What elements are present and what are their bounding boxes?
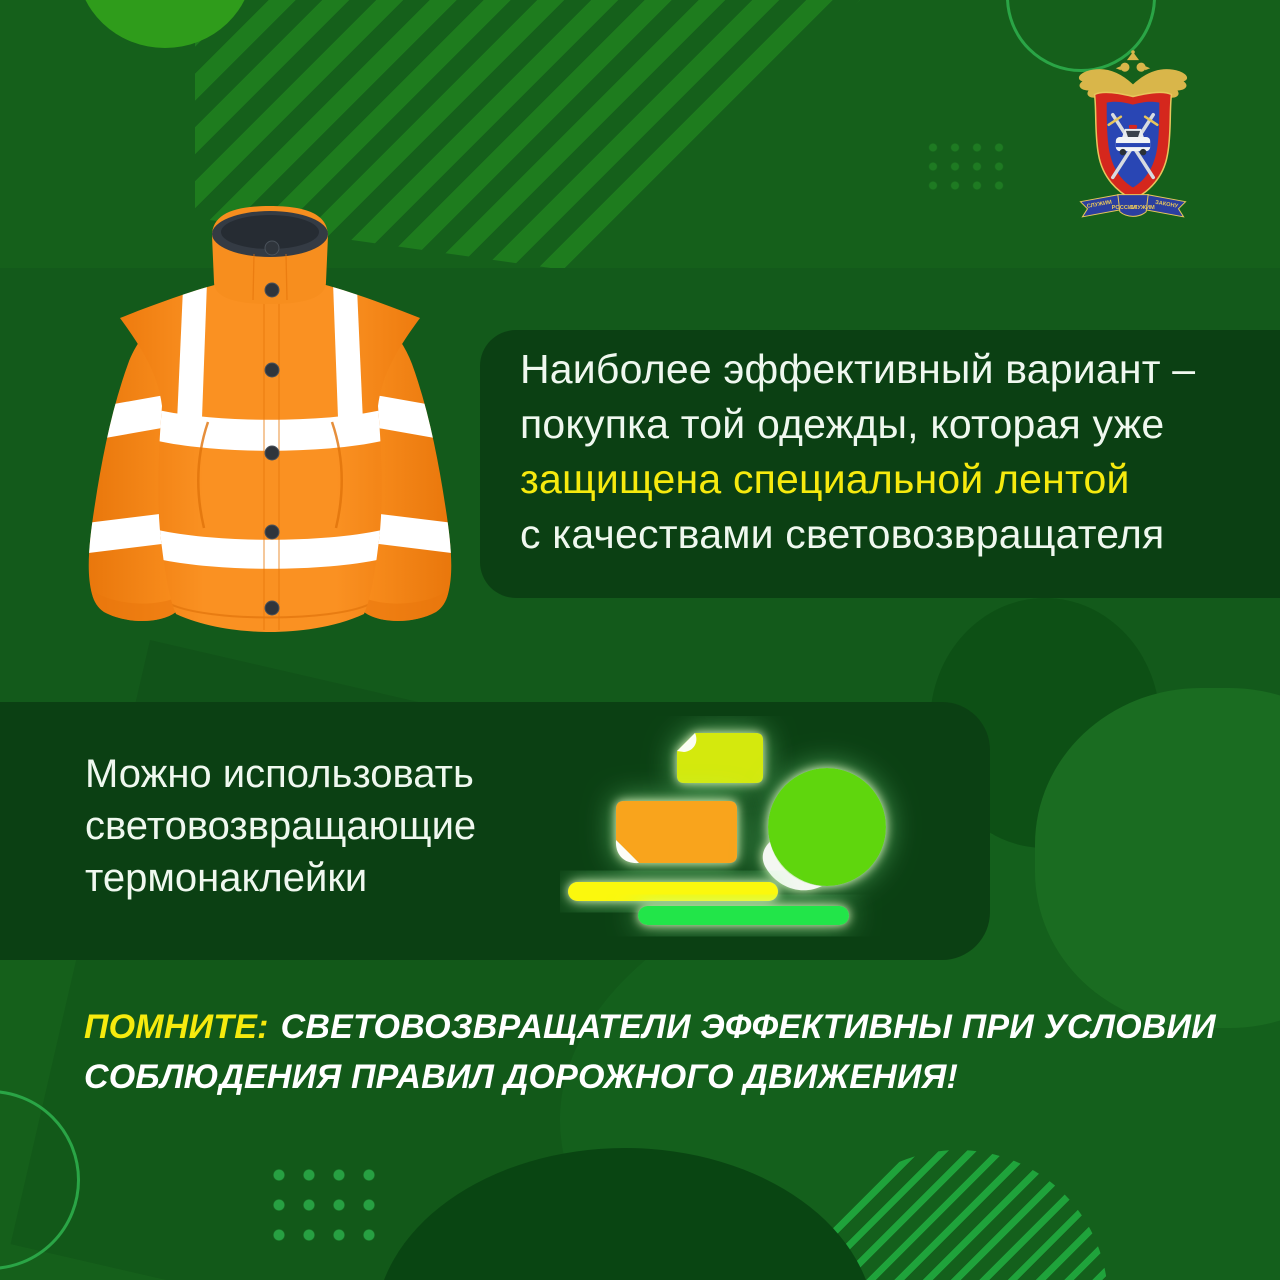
yellow-strip-sticker — [568, 882, 778, 901]
emblem-ribbon — [1080, 195, 1185, 217]
main-paragraph — [520, 342, 1195, 562]
footer-line-1-rest: СВЕТОВОЗВРАЩАТЕЛИ ЭФФЕКТИВНЫ ПРИ УСЛОВИИ — [280, 1008, 1216, 1046]
sticker-line-1: Можно использовать — [85, 752, 474, 796]
svg-text:ЗАКОНУ: ЗАКОНУ — [1154, 199, 1179, 210]
svg-text:РОССИИ: РОССИИ — [1111, 204, 1137, 211]
footer-line-1 — [84, 1002, 1216, 1052]
svg-text:СЛУЖИМ: СЛУЖИМ — [1129, 204, 1155, 211]
main-line-4: с качествами световозвращателя — [520, 511, 1165, 557]
green-strip-sticker — [638, 906, 849, 925]
traffic-police-emblem — [1072, 50, 1194, 230]
hi-vis-jacket-icon — [58, 196, 482, 651]
bg-dot-grid-bottom — [264, 1160, 386, 1252]
orange-rect-sticker — [616, 801, 737, 863]
main-line-2: покупка той одежды, которая уже — [520, 401, 1165, 447]
sticker-line-2: световозвращающие — [85, 804, 477, 848]
sticker-line-3: термонаклейки — [85, 856, 368, 900]
svg-text:СЛУЖИМ: СЛУЖИМ — [1086, 199, 1113, 210]
footer-warning — [84, 1002, 1216, 1102]
footer-line-2: СОБЛЮДЕНИЯ ПРАВИЛ ДОРОЖНОГО ДВИЖЕНИЯ! — [84, 1058, 959, 1096]
green-circle-sticker — [763, 768, 886, 890]
sticker-paragraph — [85, 748, 476, 904]
main-line-3-highlight: защищена специальной лентой — [520, 456, 1130, 502]
bg-dot-grid-top — [922, 138, 1014, 198]
yellow-rect-sticker — [677, 733, 763, 783]
footer-emphasis: ПОМНИТЕ: — [84, 1008, 269, 1046]
main-line-1: Наиболее эффективный вариант – — [520, 346, 1196, 392]
emblem-shield — [1095, 92, 1172, 199]
reflective-stickers-illustration — [560, 716, 980, 956]
